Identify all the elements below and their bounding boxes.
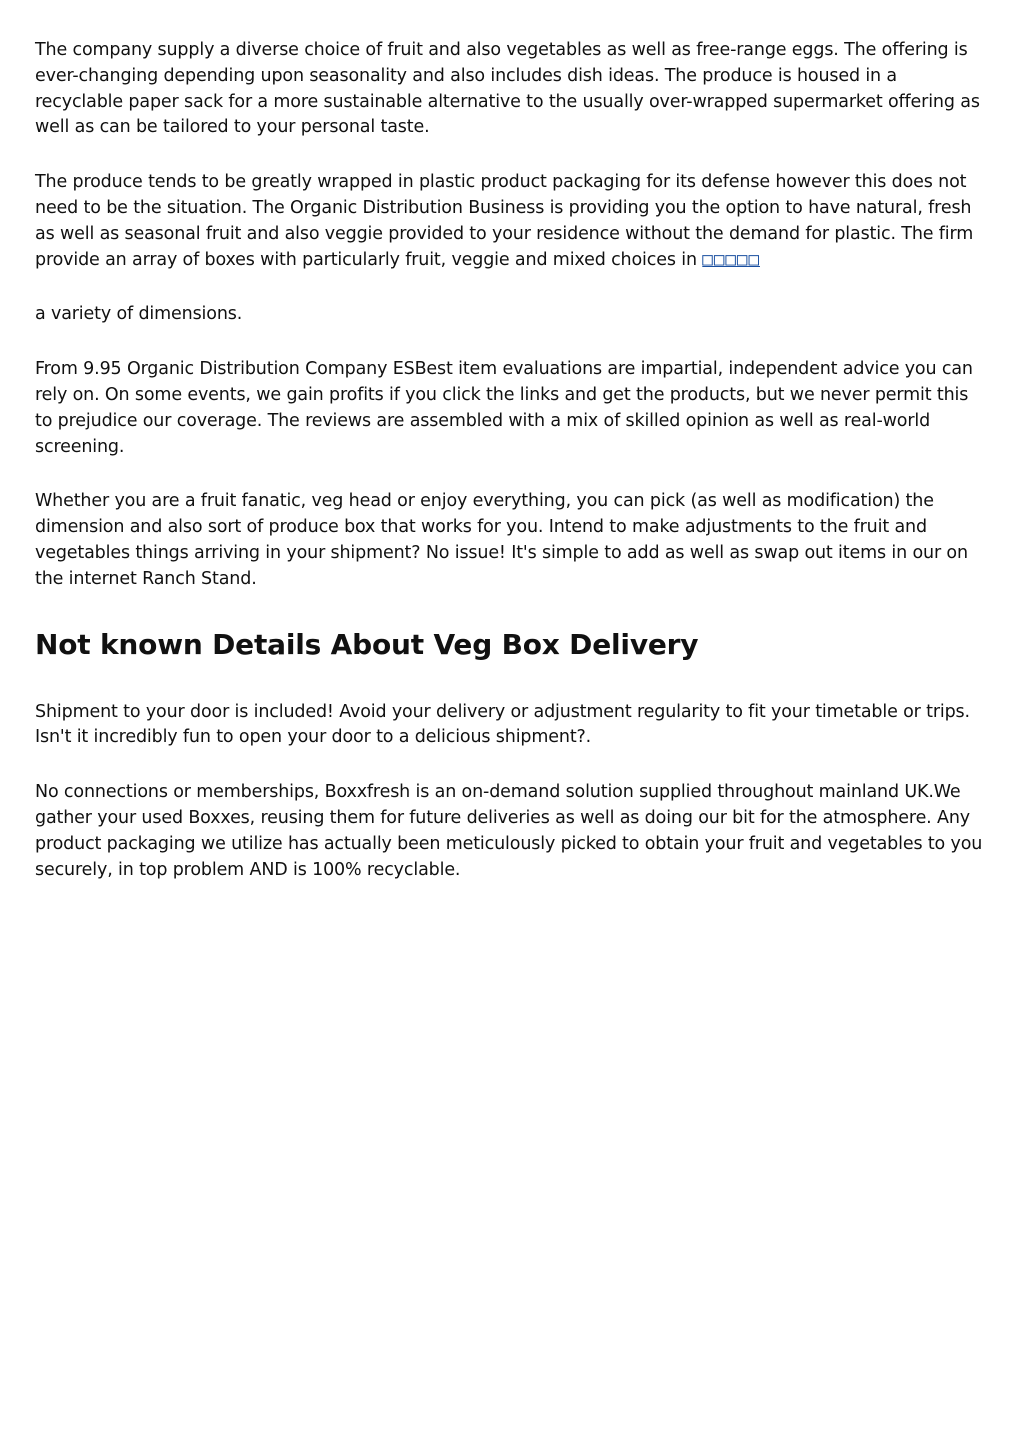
paragraph-boxxfresh: No connections or memberships, Boxxfresh is an on-demand solution supplied throughout mainland UK.We gather your used Boxxes, reusing them for future deliveries as well as doing our bit for the atmosphere. Any product packaging we utilize has actually been meticulously picked to obtain your fruit and vegetables to you securely, in top problem AND is 100% recyclable. [35, 782, 983, 880]
paragraph-produce-box: Whether you are a fruit fanatic, veg head or enjoy everything, you can pick (as well as modification) the dimension and also sort of produce box that works for you. Intend to make adjustments to the fruit and vegetables things arriving in your shipment? No issue! It's simple to add as well as swap out items in our on the internet Ranch Stand. [35, 491, 968, 589]
paragraph-plastic [35, 170, 990, 273]
paragraph-intro: The company supply a diverse choice of fruit and also vegetables as well as free-range eggs. The offering is ever-changing depending upon seasonality and also includes dish ideas. The produce is housed in a recyclable paper sack for a more sustainable alternative to the usually over-wrapped supermarket offering as well as can be tailored to your personal taste. [35, 40, 980, 138]
inline-link[interactable]: □□□□□ [702, 249, 760, 270]
paragraph-evaluations: From 9.95 Organic Distribution Company ESBest item evaluations are impartial, independent advice you can rely on. On some events, we gain profits if you click the links and get the products, but we never permit this to prejudice our coverage. The reviews are assembled with a mix of skilled opinion as well as real-world screening. [35, 359, 973, 457]
paragraph-plastic-text: The produce tends to be greatly wrapped in plastic product packaging for its defense however this does not need to be the situation. The Organic Distribution Business is providing you the option to have natural, fresh as well as seasonal fruit and also veggie provided to your residence without the demand for plastic. The firm provide an array of boxes with particularly fruit, veggie and mixed choices in [35, 172, 974, 270]
paragraph-dimensions: a variety of dimensions. [35, 304, 243, 325]
section-heading: Not known Details About Veg Box Delivery [35, 627, 699, 661]
paragraph-shipment: Shipment to your door is included! Avoid your delivery or adjustment regularity to fit your timetable or trips. Isn't it incredibly fun to open your door to a delicious shipment?. [35, 701, 970, 748]
